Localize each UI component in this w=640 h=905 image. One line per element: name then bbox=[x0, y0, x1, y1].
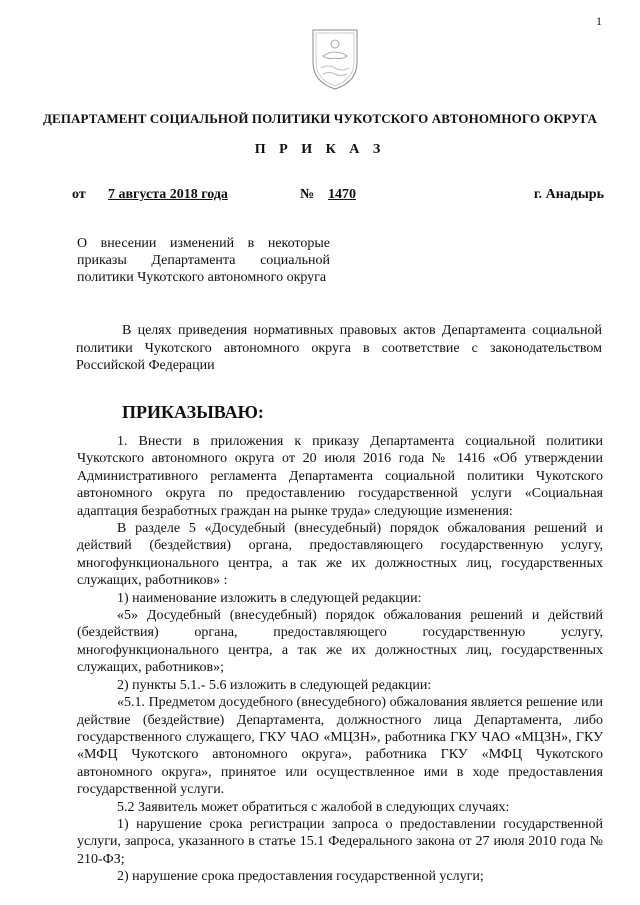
city: г. Анадырь bbox=[533, 187, 604, 202]
paragraph: 5.2 Заявитель может обратиться с жалобой в следующих случаях: bbox=[117, 799, 510, 815]
order-number: 1470 bbox=[328, 187, 356, 202]
number-label: № bbox=[300, 187, 315, 202]
from-label: от bbox=[72, 187, 86, 202]
order-meta-row bbox=[72, 187, 604, 207]
department-title: ДЕПАРТАМЕНТ СОЦИАЛЬНОЙ ПОЛИТИКИ ЧУКОТСКОГО АВТОНОМНОГО ОКРУГА bbox=[43, 111, 597, 126]
paragraph: «5.1. Предметом досудебного (внесудебного) обжалования является решение или действие (бездействие) Департамента, должностного лица Департамента, либо государственного служащего, ГКУ ЧАО «МЦЗН», работника ГКУ ЧАО «МЦЗН», ГКУ «МФЦ Чукотского автономного округа», работника ГКУ «МФЦ Чукотского автономного округа», принятое или осуществленное ими в ходе предоставления государственной услуги. bbox=[77, 695, 603, 798]
decree-heading: ПРИКАЗЫВАЮ: bbox=[122, 402, 264, 422]
order-subject: О внесении изменений в некоторые приказы Департамента социальной политики Чукотского автономного округа bbox=[77, 236, 330, 285]
preamble bbox=[76, 322, 602, 375]
paragraph: 2) пункты 5.1.- 5.6 изложить в следующей редакции: bbox=[117, 677, 432, 693]
paragraph: 2) нарушение срока предоставления государственной услуги; bbox=[117, 869, 484, 885]
paragraph: В разделе 5 «Досудебный (внесудебный) порядок обжалования решений и действий (бездействия) органа, предоставляющего государственную услугу, многофункционального центра, а так же их должностных лиц, государственных служащих, работников» : bbox=[77, 521, 603, 589]
paragraph: 1) нарушение срока регистрации запроса о предоставлении государственной услуги, запроса, указанного в статье 15.1 Федерального закона от 27 июля 2010 года № 210-ФЗ; bbox=[77, 816, 603, 867]
order-date: 7 августа 2018 года bbox=[108, 187, 228, 202]
paragraph: 1. Внести в приложения к приказу Департамента социальной политики Чукотского автономного округа от 20 июля 2016 года № 1416 «Об утверждении Административного регламента Департамента социальной политики Чукотского автономного округа по предоставлению государственной услуги «Социальная адаптация безработных граждан на рынке труда» следующие изменения: bbox=[77, 434, 603, 519]
order-body bbox=[77, 433, 603, 886]
preamble-text: В целях приведения нормативных правовых актов Департамента социальной политики Чукотского автономного округа в соответствие с законодательством Российской Федерации bbox=[76, 323, 602, 373]
paragraph: «5» Досудебный (внесудебный) порядок обжалования решений и действий (бездействия) органа, предоставляющего государственную услугу, многофункционального центра, а так же их должностных лиц, государственных служащих, работников»; bbox=[77, 608, 603, 676]
page-number: 1 bbox=[596, 14, 602, 28]
paragraph: 1) наименование изложить в следующей редакции: bbox=[117, 590, 422, 606]
document-type-title: П Р И К А З bbox=[254, 142, 386, 157]
coat-of-arms-emblem bbox=[307, 26, 363, 92]
